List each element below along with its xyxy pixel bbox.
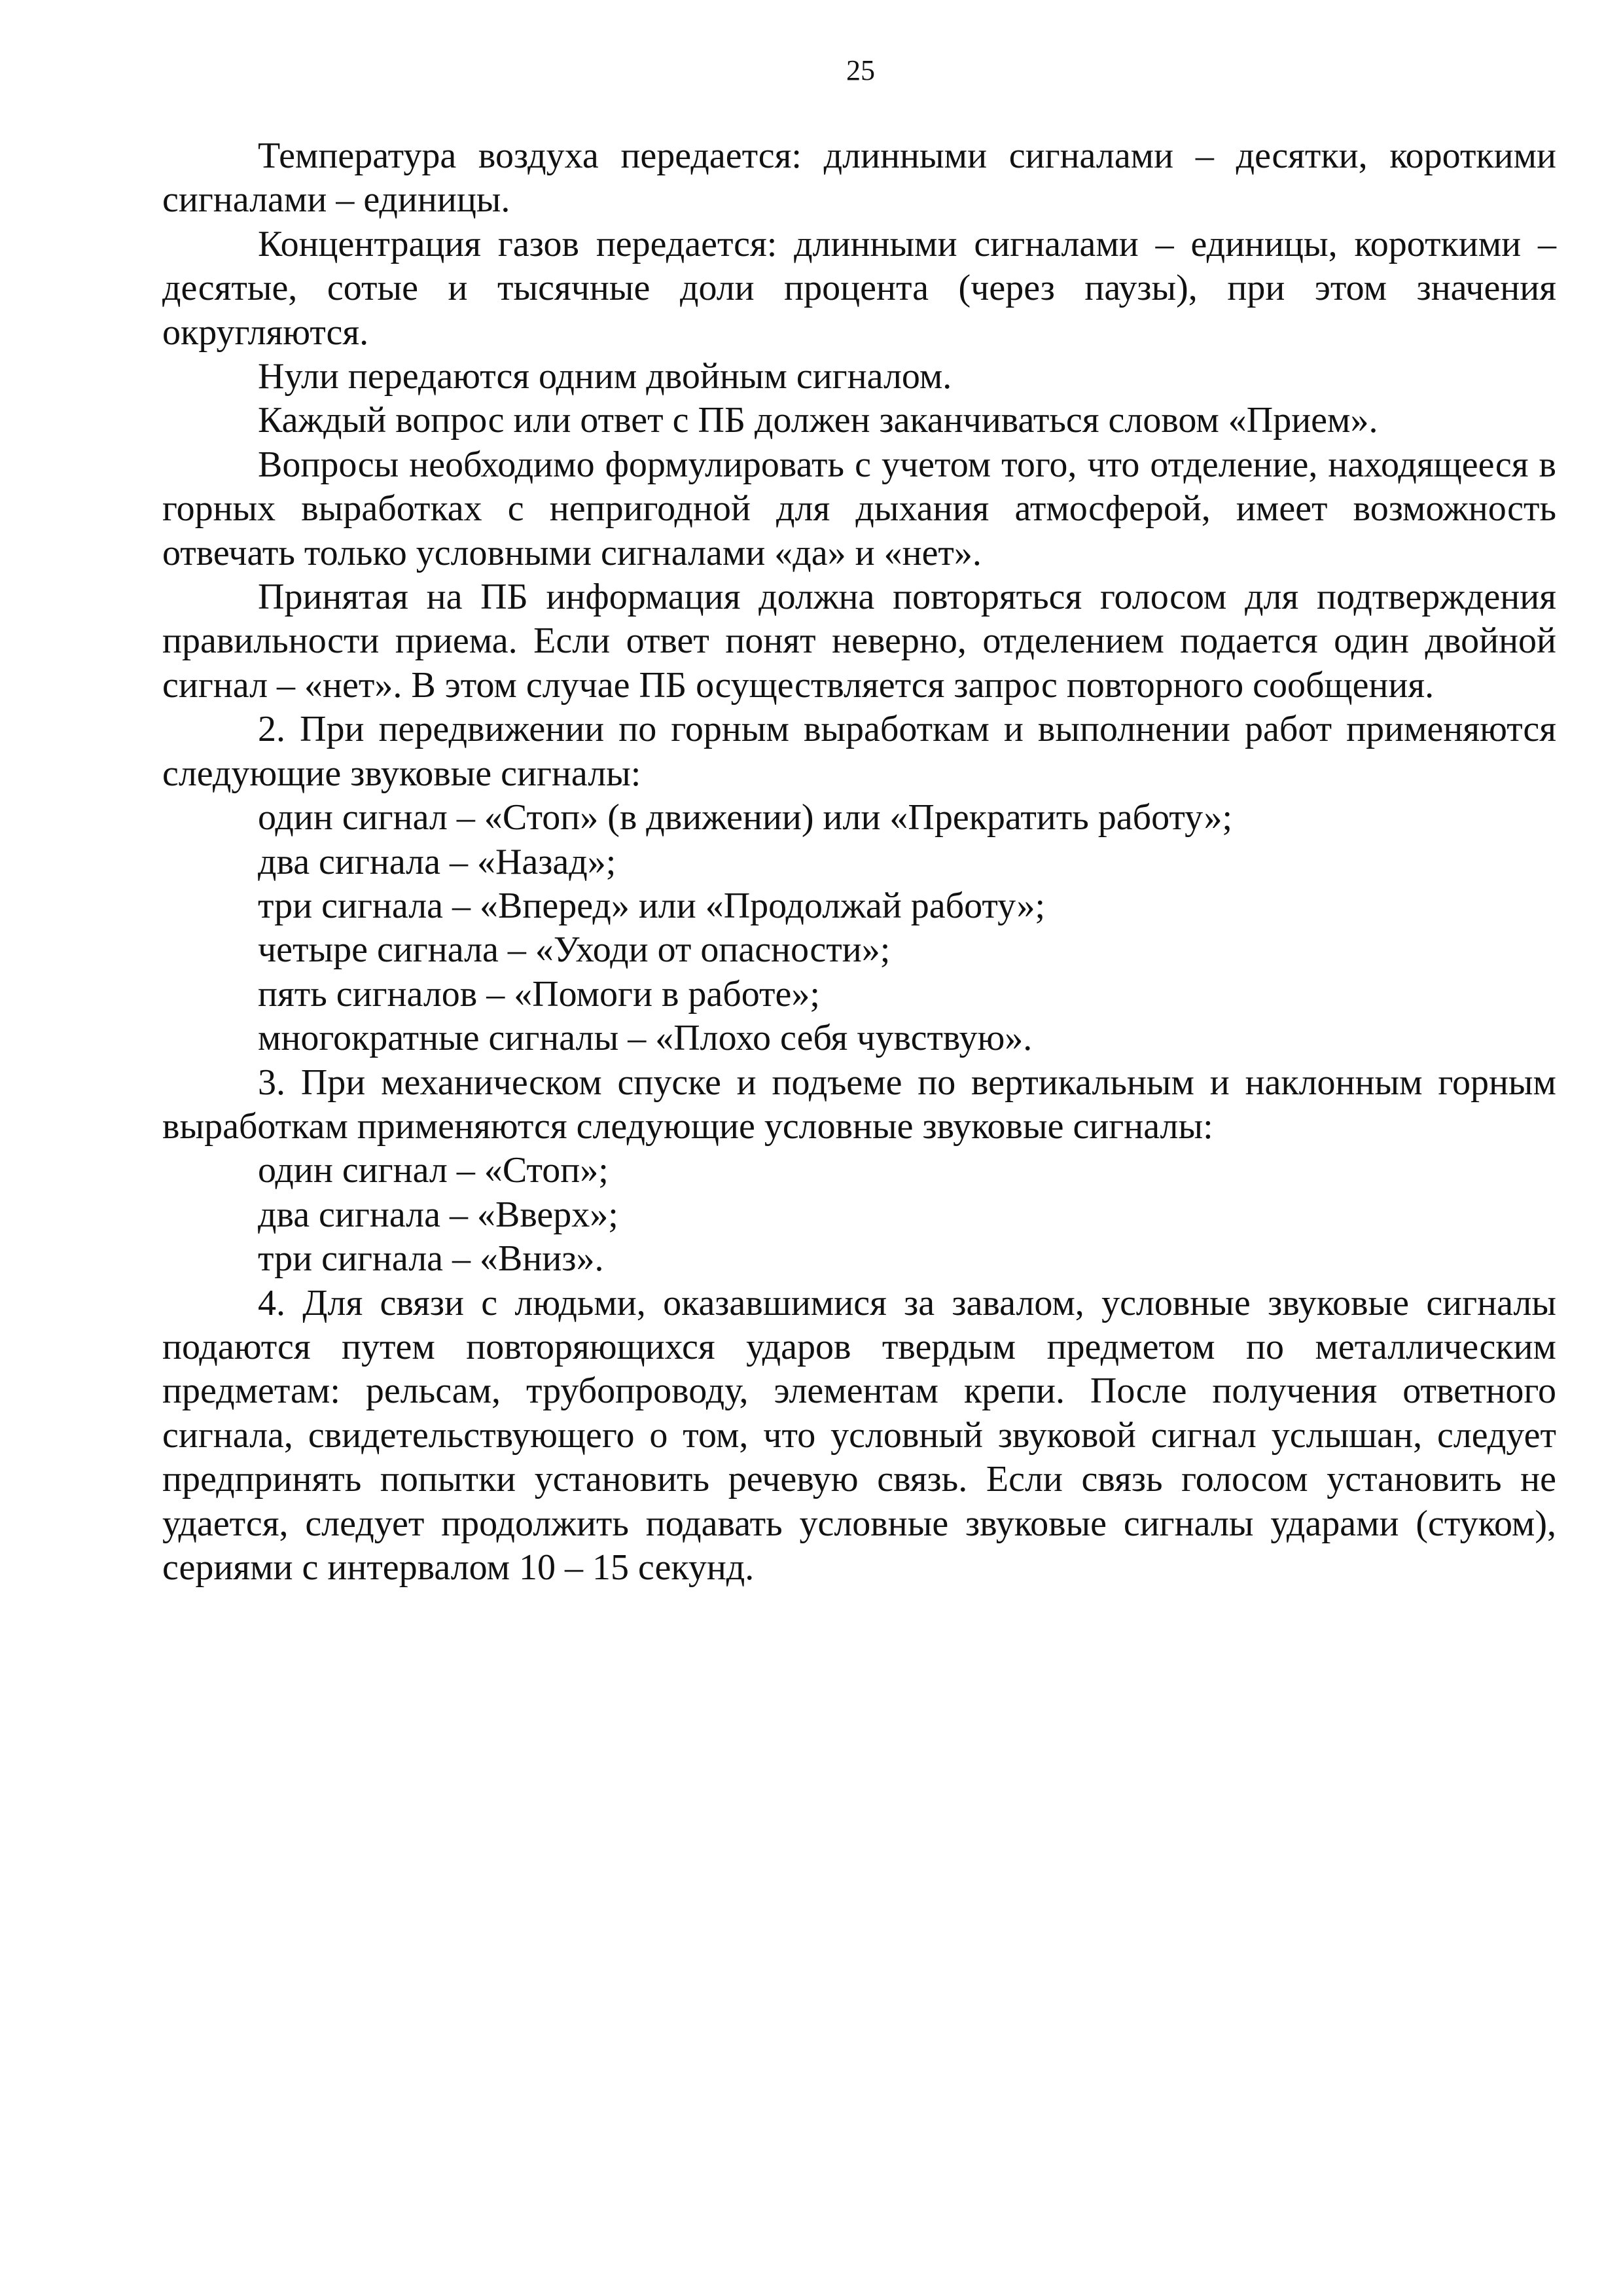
paragraph-questions: Вопросы необходимо формулировать с учетом того, что отделение, находящееся в горных выработках с непригодной для дыхания атмосферой, имеет возможность отвечать только условными сигналами «да» и «нет». [162,444,1556,573]
list-item: два сигнала – «Назад»; [258,841,616,882]
list-item: один сигнал – «Стоп» (в движении) или «Прекратить работу»; [258,797,1233,838]
page-number: 25 [846,54,875,86]
paragraph-zeros: Нули передаются одним двойным сигналом. [258,356,952,397]
list-item: два сигнала – «Вверх»; [258,1194,618,1235]
paragraph-blockage-signals: 4. Для связи с людьми, оказавшимися за завалом, условные звуковые сигналы подаются путем повторяющихся ударов твердым предметом по металлическим предметам: рельсам, трубопроводу, элементам крепи. После получения ответного сигнала, свидетельствующего о том, что условный звуковой сигнал услышан, следует предпринять попытки установить речевую связь. Если связь голосом установить не удается, следует продолжить подавать условные звуковые сигналы ударами (стуком), сериями с интервалом 10 – 15 секунд. [162,1282,1556,1588]
list-item: четыре сигнала – «Уходи от опасности»; [258,929,891,971]
list-item: один сигнал – «Стоп»; [258,1150,609,1191]
movement-signal-list [162,796,1556,1060]
paragraph-hoist-intro: 3. При механическом спуске и подъеме по вертикальным и наклонным горным выработкам применяются следующие условные звуковые сигналы: [162,1062,1556,1147]
paragraph-priem: Каждый вопрос или ответ с ПБ должен заканчиваться словом «Прием». [258,400,1378,441]
document-body [162,134,1556,1590]
list-item: три сигнала – «Вперед» или «Продолжай работу»; [258,885,1046,926]
paragraph-gas-concentration: Концентрация газов передается: длинными сигналами – единицы, короткими – десятые, сотые и тысячные доли процента (через паузы), при этом значения округляются. [162,223,1556,353]
list-item: три сигнала – «Вниз». [258,1238,604,1280]
list-item: многократные сигналы – «Плохо себя чувствую». [258,1018,1033,1059]
list-item: пять сигналов – «Помоги в работе»; [258,973,820,1014]
hoist-signal-list [162,1149,1556,1281]
paragraph-air-temperature: Температура воздуха передается: длинными сигналами – десятки, короткими сигналами – единицы. [162,135,1556,221]
paragraph-movement-intro: 2. При передвижении по горным выработкам и выполнении работ применяются следующие звуковые сигналы: [162,709,1556,794]
paragraph-confirmation: Принятая на ПБ информация должна повторяться голосом для подтверждения правильности приема. Если ответ понят неверно, отделением подается один двойной сигнал – «нет». В этом случае ПБ осуществляется запрос повторного сообщения. [162,577,1556,706]
